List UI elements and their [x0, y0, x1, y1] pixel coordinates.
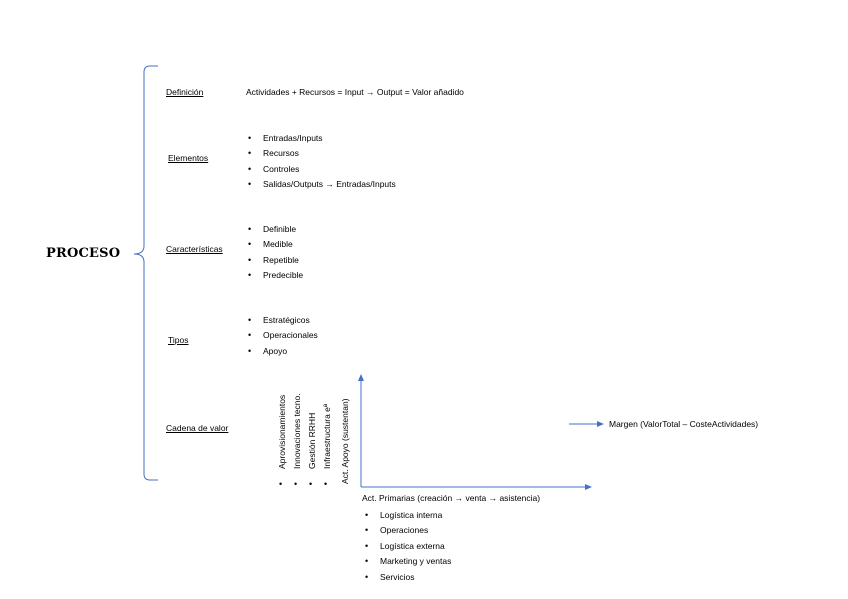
list-item: • Salidas/Outputs → Entradas/Inputs — [247, 177, 396, 192]
bullet-dot: • — [294, 479, 298, 489]
list-item: • Entradas/Inputs — [247, 131, 396, 146]
main-bracket — [134, 66, 158, 480]
tipos-heading: Tipos — [168, 335, 189, 345]
margin-arrowhead — [597, 421, 604, 427]
cadena-heading: Cadena de valor — [166, 423, 229, 433]
elementos-list — [247, 131, 396, 193]
list-item: • Predecible — [247, 268, 303, 283]
list-item: • Operacionales — [247, 328, 318, 343]
x-axis-arrowhead — [585, 484, 592, 490]
list-item: • Logística interna — [364, 508, 451, 523]
support-item: Gestión RRHH — [307, 412, 317, 469]
definicion-heading: Definición — [166, 87, 204, 97]
list-item: • Definible — [247, 222, 303, 237]
bullet-dot: • — [309, 479, 313, 489]
list-item: • Logística externa — [364, 539, 451, 554]
support-item: Aprovisionamientos — [277, 394, 287, 469]
main-title: PROCESO — [46, 246, 121, 261]
primary-activities-list — [364, 508, 451, 585]
elementos-heading: Elementos — [168, 153, 209, 163]
list-item: • Medible — [247, 237, 303, 252]
list-item: • Marketing y ventas — [364, 554, 451, 569]
list-item: • Estratégicos — [247, 313, 318, 328]
support-item: Infraestructura eª — [322, 403, 332, 469]
list-item: • Apoyo — [247, 344, 318, 359]
list-item: • Repetible — [247, 253, 303, 268]
x-axis-label: Act. Primarias (creación → venta → asistencia) — [362, 493, 541, 503]
list-item: • Recursos — [247, 146, 396, 161]
support-item: Innovaciones tecno. — [292, 393, 302, 469]
y-axis-label: Act. Apoyo (sustentan) — [340, 398, 350, 484]
bullet-dot: • — [279, 479, 283, 489]
bullet-dot: • — [324, 479, 328, 489]
caracteristicas-heading: Características — [166, 244, 223, 254]
margin-text: Margen (ValorTotal – CosteActividades) — [609, 419, 759, 429]
y-axis-arrowhead — [358, 374, 364, 381]
list-item: • Operaciones — [364, 523, 451, 538]
list-item: • Controles — [247, 162, 396, 177]
tipos-list — [247, 313, 318, 359]
caracteristicas-list — [247, 222, 303, 284]
list-item: • Servicios — [364, 570, 451, 585]
definicion-text: Actividades + Recursos = Input → Output = Valor añadido — [246, 87, 464, 97]
